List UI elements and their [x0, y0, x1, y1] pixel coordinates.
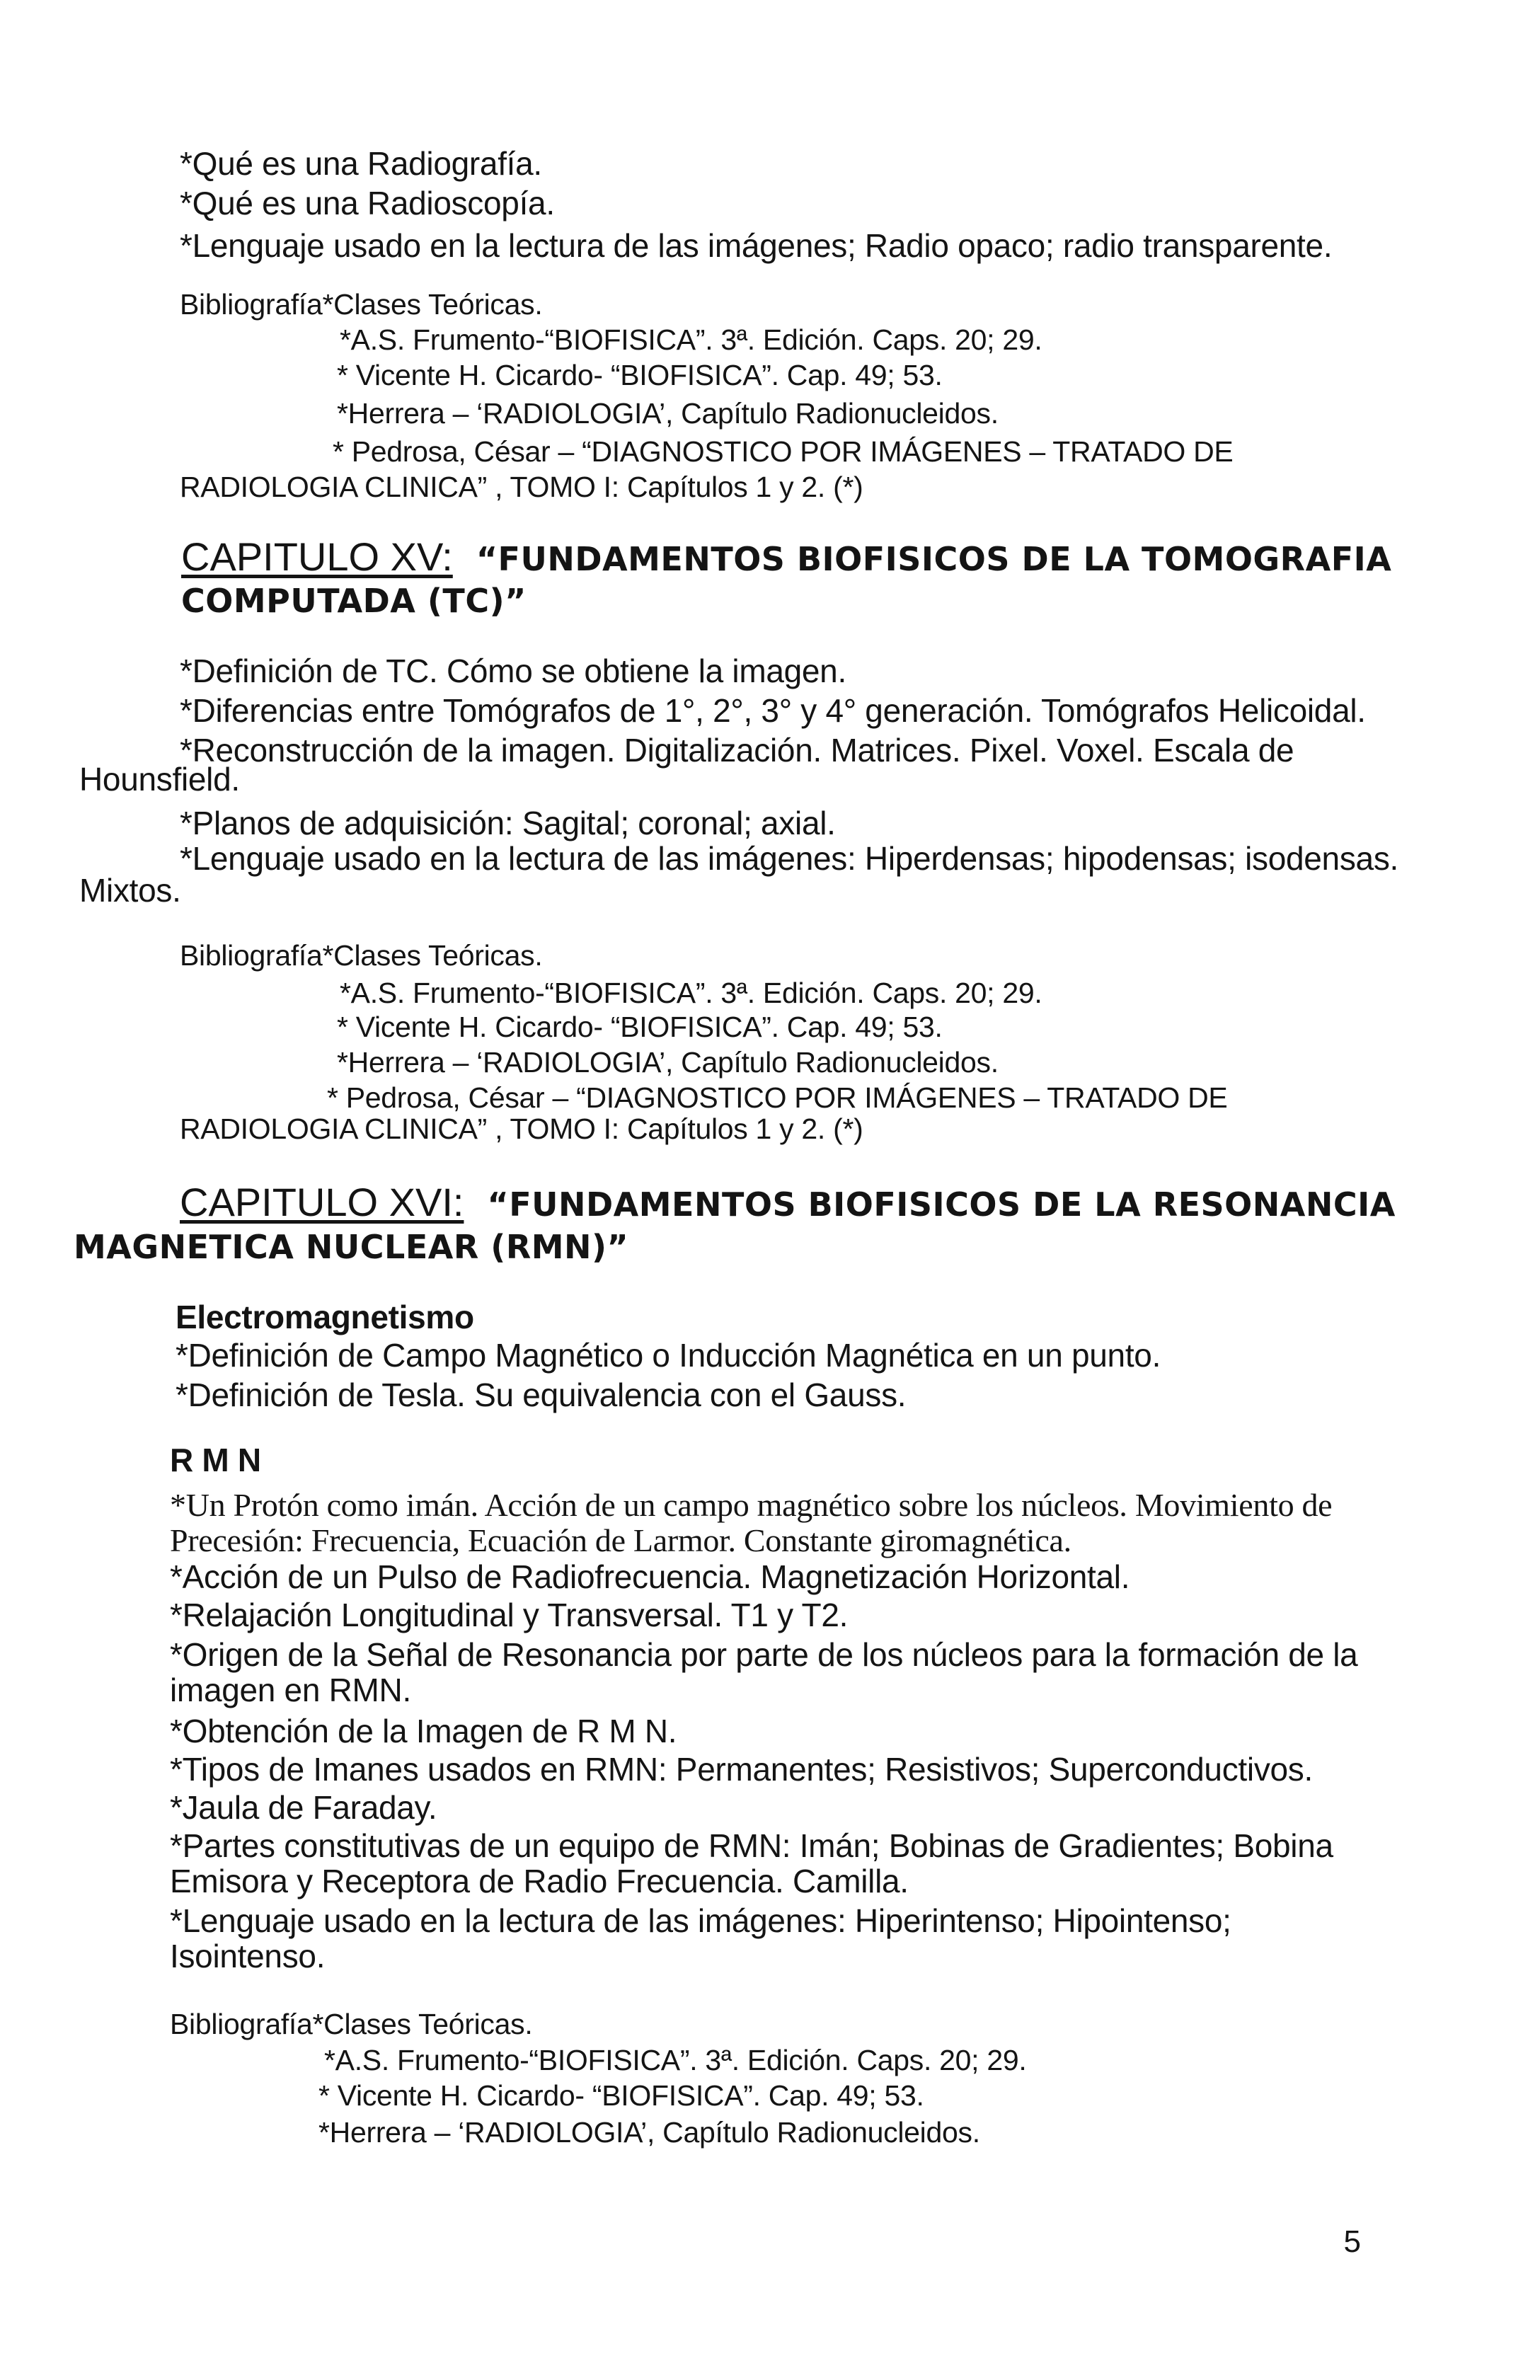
section-item: Isointenso.	[170, 1938, 326, 1974]
chapter-15-item: *Planos de adquisición: Sagital; coronal; axial.	[180, 805, 836, 841]
bibliography-ref: *A.S. Frumento-“BIOFISICA”. 3ª. Edición. Caps. 20; 29.	[324, 2044, 1027, 2076]
bibliography-ref: RADIOLOGIA CLINICA” , TOMO I: Capítulos 1 y 2. (*)	[180, 471, 863, 503]
chapter-15-item: Hounsfield.	[79, 761, 240, 798]
intro-item: *Qué es una Radiografía.	[180, 145, 542, 182]
section-heading-electromagnetismo: Electromagnetismo	[176, 1299, 474, 1335]
bibliography-ref: * Pedrosa, César – “DIAGNOSTICO POR IMÁGENES – TRATADO DE	[333, 435, 1234, 468]
bibliography-title: Bibliografía*Clases Teóricas.	[180, 288, 543, 321]
section-item: *Obtención de la Imagen de R M N.	[170, 1713, 677, 1749]
section-item: *Relajación Longitudinal y Transversal. T1 y T2.	[170, 1597, 849, 1633]
section-item: *Un Protón como imán. Acción de un campo magnético sobre los núcleos. Movimiento de	[170, 1487, 1333, 1523]
bibliography-ref: *Herrera – ‘RADIOLOGIA’, Capítulo Radionucleidos.	[337, 1046, 999, 1079]
section-item: Precesión: Frecuencia, Ecuación de Larmor. Constante giromagnética.	[170, 1522, 1071, 1558]
bibliography-ref: * Vicente H. Cicardo- “BIOFISICA”. Cap. 49; 53.	[337, 359, 943, 391]
section-item: *Origen de la Señal de Resonancia por parte de los núcleos para la formación de la	[170, 1636, 1358, 1673]
section-item: *Partes constitutivas de un equipo de RMN: Imán; Bobinas de Gradientes; Bobina	[170, 1827, 1333, 1864]
chapter-15-item: *Reconstrucción de la imagen. Digitalización. Matrices. Pixel. Voxel. Escala de	[180, 732, 1294, 769]
section-item: *Tipos de Imanes usados en RMN: Permanentes; Resistivos; Superconductivos.	[170, 1751, 1313, 1788]
bibliography-ref: *A.S. Frumento-“BIOFISICA”. 3ª. Edición. Caps. 20; 29.	[340, 977, 1042, 1009]
section-item: *Definición de Tesla. Su equivalencia con el Gauss.	[176, 1376, 907, 1413]
section-item: *Acción de un Pulso de Radiofrecuencia. Magnetización Horizontal.	[170, 1558, 1130, 1595]
chapter-15-item: *Lenguaje usado en la lectura de las imágenes: Hiperdensas; hipodensas; isodensas.	[180, 840, 1399, 877]
bibliography-ref: *Herrera – ‘RADIOLOGIA’, Capítulo Radionucleidos.	[337, 397, 999, 430]
chapter-15-item: *Definición de TC. Cómo se obtiene la imagen.	[180, 653, 846, 689]
chapter-16-title: “FUNDAMENTOS BIOFISICOS DE LA RESONANCIA	[487, 1185, 1396, 1224]
page-number: 5	[1343, 2224, 1361, 2259]
chapter-16-heading	[180, 1182, 1396, 1225]
bibliography-title: Bibliografía*Clases Teóricas.	[170, 2008, 533, 2040]
bibliography-ref: * Vicente H. Cicardo- “BIOFISICA”. Cap. 49; 53.	[318, 2079, 924, 2112]
intro-item: *Lenguaje usado en la lectura de las imágenes; Radio opaco; radio transparente.	[180, 227, 1333, 264]
section-item: *Jaula de Faraday.	[170, 1789, 437, 1826]
section-heading-rmn: R M N	[170, 1442, 261, 1478]
chapter-15-title-cont: COMPUTADA (TC)”	[181, 582, 527, 620]
section-item: *Definición de Campo Magnético o Inducción Magnética en un punto.	[176, 1337, 1161, 1374]
section-item: imagen en RMN.	[170, 1672, 411, 1708]
chapter-15-heading	[181, 536, 1391, 580]
chapter-15-label: CAPITULO XV:	[181, 534, 453, 579]
intro-item: *Qué es una Radioscopía.	[180, 185, 555, 222]
chapter-15-title: “FUNDAMENTOS BIOFISICOS DE LA TOMOGRAFIA	[476, 540, 1392, 578]
bibliography-ref: *Herrera – ‘RADIOLOGIA’, Capítulo Radionucleidos.	[318, 2116, 980, 2149]
chapter-16-title-cont: MAGNETICA NUCLEAR (RMN)”	[74, 1228, 629, 1266]
section-item: Emisora y Receptora de Radio Frecuencia. Camilla.	[170, 1863, 909, 1899]
bibliography-ref: *A.S. Frumento-“BIOFISICA”. 3ª. Edición. Caps. 20; 29.	[340, 323, 1042, 356]
bibliography-ref: RADIOLOGIA CLINICA” , TOMO I: Capítulos 1 y 2. (*)	[180, 1113, 863, 1145]
chapter-15-item: Mixtos.	[79, 872, 181, 909]
bibliography-ref: * Vicente H. Cicardo- “BIOFISICA”. Cap. 49; 53.	[337, 1011, 943, 1043]
chapter-16-label: CAPITULO XVI:	[180, 1180, 464, 1224]
bibliography-ref: * Pedrosa, César – “DIAGNOSTICO POR IMÁGENES – TRATADO DE	[327, 1081, 1228, 1114]
section-item: *Lenguaje usado en la lectura de las imágenes: Hiperintenso; Hipointenso;	[170, 1902, 1231, 1939]
bibliography-title: Bibliografía*Clases Teóricas.	[180, 939, 543, 972]
chapter-15-item: *Diferencias entre Tomógrafos de 1°, 2°, 3° y 4° generación. Tomógrafos Helicoidal.	[180, 692, 1366, 729]
